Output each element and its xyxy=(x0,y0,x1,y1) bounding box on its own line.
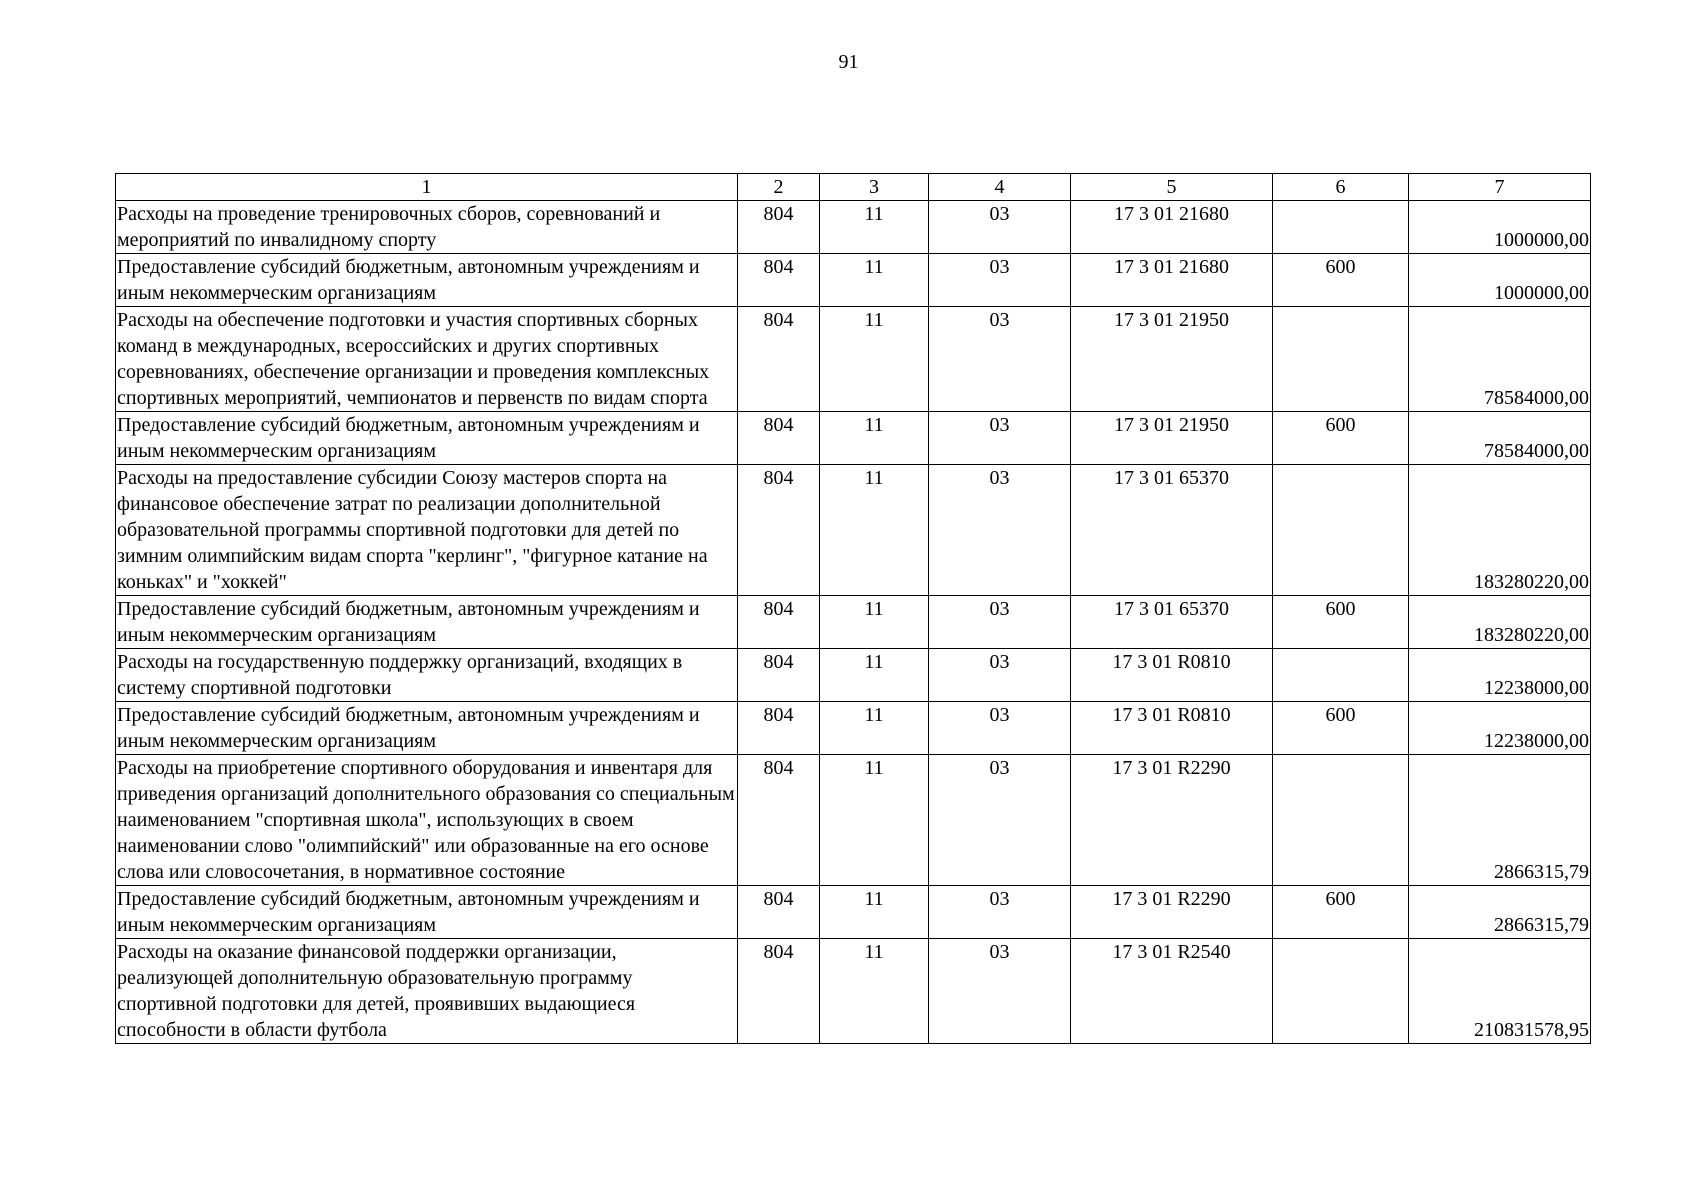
section-code: 11 xyxy=(820,886,929,939)
expense-type-code xyxy=(1273,201,1409,254)
section-code: 11 xyxy=(820,649,929,702)
ministry-code: 804 xyxy=(738,254,820,307)
table-row xyxy=(116,886,1591,939)
table-row xyxy=(116,702,1591,755)
amount: 78584000,00 xyxy=(1409,412,1591,465)
subsection-code: 03 xyxy=(929,596,1071,649)
column-header-3: 3 xyxy=(820,174,929,201)
subsection-code: 03 xyxy=(929,465,1071,596)
table-row xyxy=(116,465,1591,596)
column-header-1: 1 xyxy=(116,174,738,201)
target-article-code: 17 3 01 R2290 xyxy=(1071,886,1273,939)
column-header-6: 6 xyxy=(1273,174,1409,201)
amount: 183280220,00 xyxy=(1409,596,1591,649)
expense-type-code: 600 xyxy=(1273,596,1409,649)
ministry-code: 804 xyxy=(738,596,820,649)
expense-type-code xyxy=(1273,307,1409,412)
expense-name: Расходы на обеспечение подготовки и участия спортивных сборных команд в международных, всероссийских и других спортивных соревнованиях, обеспечение организации и проведения комплексных спортивных мероприятий, чемпионатов и первенств по видам спорта xyxy=(116,307,738,412)
amount: 1000000,00 xyxy=(1409,201,1591,254)
ministry-code: 804 xyxy=(738,201,820,254)
expense-type-code: 600 xyxy=(1273,254,1409,307)
expense-name: Предоставление субсидий бюджетным, автономным учреждениям и иным некоммерческим организациям xyxy=(116,596,738,649)
column-header-5: 5 xyxy=(1071,174,1273,201)
target-article-code: 17 3 01 R0810 xyxy=(1071,702,1273,755)
expense-name: Предоставление субсидий бюджетным, автономным учреждениям и иным некоммерческим организациям xyxy=(116,412,738,465)
amount: 78584000,00 xyxy=(1409,307,1591,412)
amount: 12238000,00 xyxy=(1409,702,1591,755)
expense-type-code xyxy=(1273,939,1409,1044)
expense-type-code: 600 xyxy=(1273,412,1409,465)
ministry-code: 804 xyxy=(738,755,820,886)
target-article-code: 17 3 01 R2540 xyxy=(1071,939,1273,1044)
target-article-code: 17 3 01 65370 xyxy=(1071,465,1273,596)
table-row xyxy=(116,596,1591,649)
expense-name: Расходы на проведение тренировочных сборов, соревнований и мероприятий по инвалидному спорту xyxy=(116,201,738,254)
expense-name: Расходы на оказание финансовой поддержки организации, реализующей дополнительную образовательную программу спортивной подготовки для детей, проявивших выдающиеся способности в области футбола xyxy=(116,939,738,1044)
table-row xyxy=(116,755,1591,886)
table-row xyxy=(116,412,1591,465)
target-article-code: 17 3 01 65370 xyxy=(1071,596,1273,649)
expense-name: Расходы на приобретение спортивного оборудования и инвентаря для приведения организаций дополнительного образования со специальным наименованием "спортивная школа", использующих в своем наименовании слово "олимпийский" или образованные на его основе слова или словосочетания, в нормативное состояние xyxy=(116,755,738,886)
subsection-code: 03 xyxy=(929,939,1071,1044)
subsection-code: 03 xyxy=(929,886,1071,939)
subsection-code: 03 xyxy=(929,755,1071,886)
page-number: 91 xyxy=(838,51,859,73)
column-header-2: 2 xyxy=(738,174,820,201)
target-article-code: 17 3 01 21950 xyxy=(1071,412,1273,465)
table-row xyxy=(116,307,1591,412)
target-article-code: 17 3 01 21950 xyxy=(1071,307,1273,412)
target-article-code: 17 3 01 21680 xyxy=(1071,201,1273,254)
section-code: 11 xyxy=(820,939,929,1044)
ministry-code: 804 xyxy=(738,307,820,412)
section-code: 11 xyxy=(820,201,929,254)
subsection-code: 03 xyxy=(929,307,1071,412)
section-code: 11 xyxy=(820,254,929,307)
expense-name: Расходы на предоставление субсидии Союзу мастеров спорта на финансовое обеспечение затрат по реализации дополнительной образовательной программы спортивной подготовки для детей по зимним олимпийским видам спорта "керлинг", "фигурное катание на коньках" и "хоккей" xyxy=(116,465,738,596)
subsection-code: 03 xyxy=(929,702,1071,755)
amount: 2866315,79 xyxy=(1409,755,1591,886)
expense-type-code xyxy=(1273,649,1409,702)
target-article-code: 17 3 01 R2290 xyxy=(1071,755,1273,886)
ministry-code: 804 xyxy=(738,465,820,596)
budget-table xyxy=(115,173,1591,1044)
section-code: 11 xyxy=(820,755,929,886)
table-row xyxy=(116,939,1591,1044)
amount: 12238000,00 xyxy=(1409,649,1591,702)
section-code: 11 xyxy=(820,702,929,755)
subsection-code: 03 xyxy=(929,649,1071,702)
expense-type-code xyxy=(1273,465,1409,596)
amount: 1000000,00 xyxy=(1409,254,1591,307)
ministry-code: 804 xyxy=(738,886,820,939)
expense-type-code: 600 xyxy=(1273,886,1409,939)
ministry-code: 804 xyxy=(738,412,820,465)
amount: 183280220,00 xyxy=(1409,465,1591,596)
target-article-code: 17 3 01 R0810 xyxy=(1071,649,1273,702)
ministry-code: 804 xyxy=(738,939,820,1044)
subsection-code: 03 xyxy=(929,201,1071,254)
expense-name: Предоставление субсидий бюджетным, автономным учреждениям и иным некоммерческим организациям xyxy=(116,254,738,307)
ministry-code: 804 xyxy=(738,702,820,755)
amount: 2866315,79 xyxy=(1409,886,1591,939)
table-row xyxy=(116,649,1591,702)
column-number-row xyxy=(116,174,1591,201)
expense-name: Предоставление субсидий бюджетным, автономным учреждениям и иным некоммерческим организациям xyxy=(116,702,738,755)
column-header-7: 7 xyxy=(1409,174,1591,201)
subsection-code: 03 xyxy=(929,412,1071,465)
section-code: 11 xyxy=(820,465,929,596)
section-code: 11 xyxy=(820,307,929,412)
expense-type-code: 600 xyxy=(1273,702,1409,755)
target-article-code: 17 3 01 21680 xyxy=(1071,254,1273,307)
ministry-code: 804 xyxy=(738,649,820,702)
column-header-4: 4 xyxy=(929,174,1071,201)
table-row xyxy=(116,254,1591,307)
table-row xyxy=(116,201,1591,254)
expense-name: Предоставление субсидий бюджетным, автономным учреждениям и иным некоммерческим организациям xyxy=(116,886,738,939)
section-code: 11 xyxy=(820,596,929,649)
subsection-code: 03 xyxy=(929,254,1071,307)
amount: 210831578,95 xyxy=(1409,939,1591,1044)
expense-type-code xyxy=(1273,755,1409,886)
expense-name: Расходы на государственную поддержку организаций, входящих в систему спортивной подготовки xyxy=(116,649,738,702)
section-code: 11 xyxy=(820,412,929,465)
